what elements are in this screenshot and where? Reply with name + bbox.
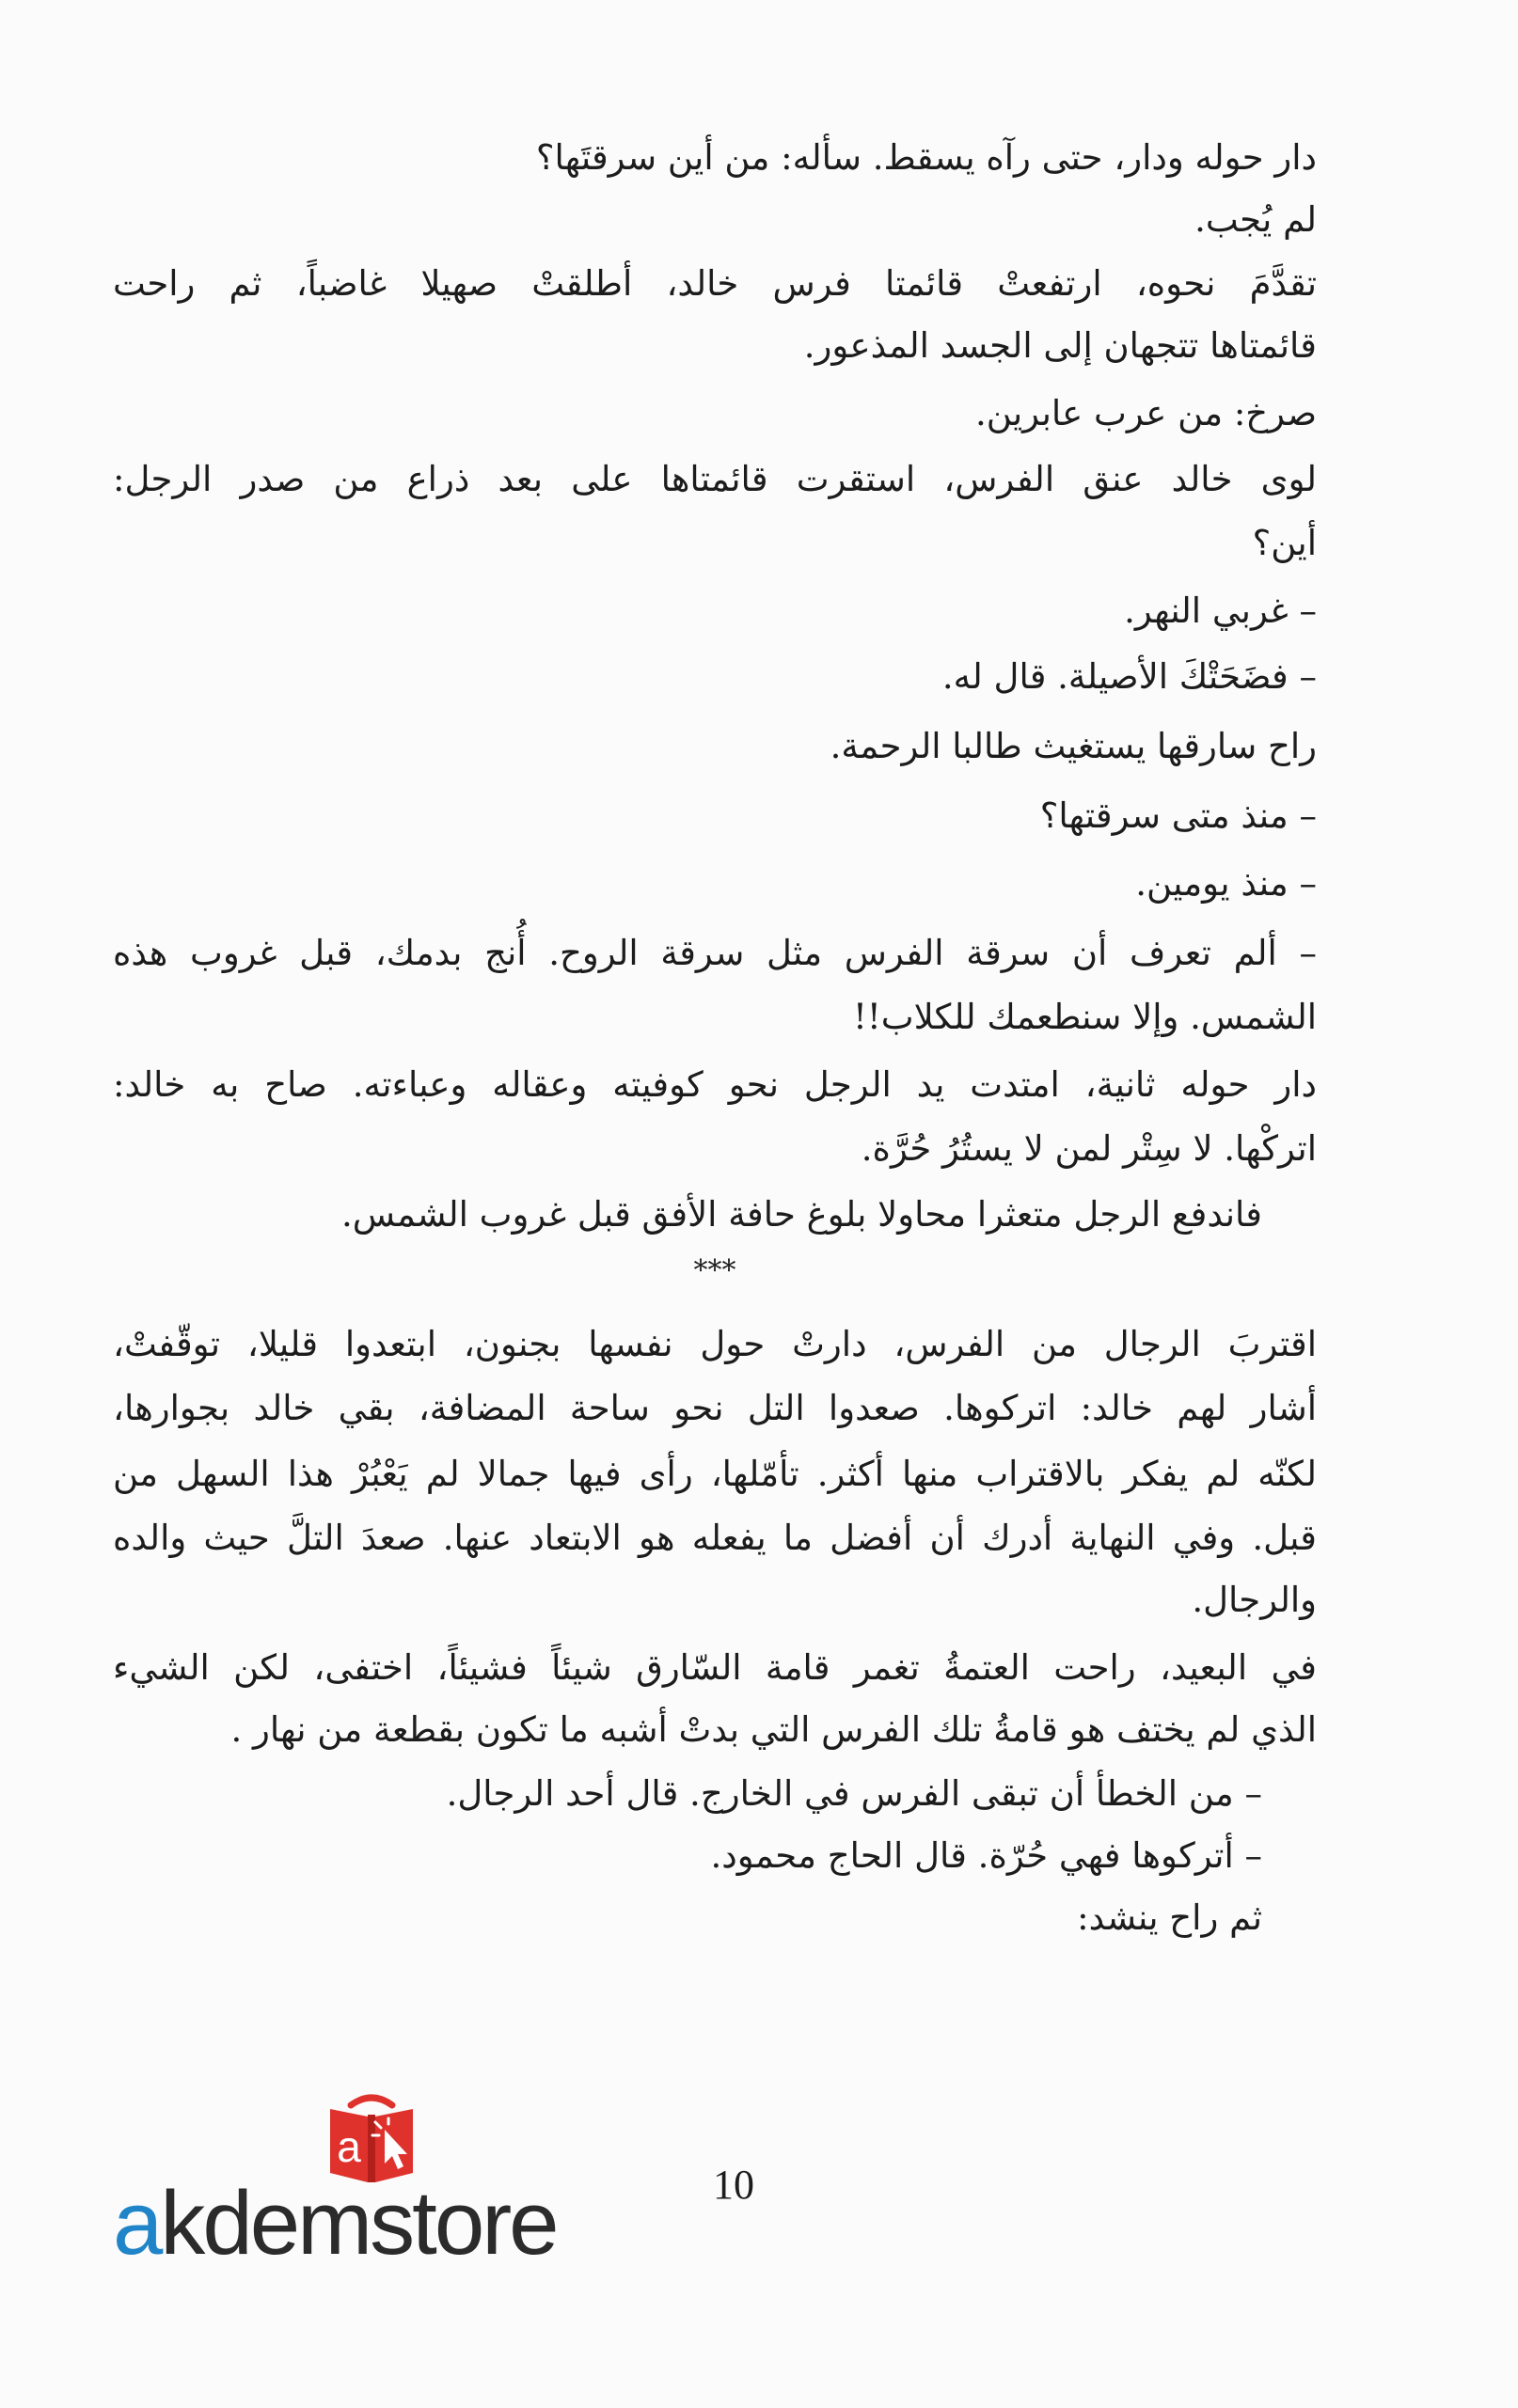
text-line: لم يُجب. [1194, 199, 1317, 240]
text-line: قائمتاها تتجهان إلى الجسد المذعور. [803, 325, 1317, 366]
text-line: لكنّه لم يفكر بالاقتراب منها أكثر. تأمّلها، رأى فيها جمالا لم يَعْبُرْ هذا السهل من [113, 1454, 1317, 1494]
text-line: أشار لهم خالد: اتركوها. صعدوا التل نحو ساحة المضافة، بقي خالد بجوارها، [113, 1388, 1317, 1428]
logo-wordmark-accent: a [113, 2173, 161, 2274]
text-line: صرخ: من عرب عابرين. [974, 393, 1317, 433]
text-line: – من الخطأ أن تبقى الفرس في الخارج. قال أحد الرجال. [446, 1773, 1262, 1814]
logo-badge-letter: a [337, 2122, 361, 2171]
text-line: اتركْها. لا سِتْر لمن لا يستُرُ حُرَّة. [861, 1128, 1317, 1169]
text-line: – أتركوها فهي حُرّة. قال الحاج محمود. [710, 1835, 1262, 1876]
text-line: اقتربَ الرجال من الفرس، دارتْ حول نفسها بجنون، ابتعدوا قليلا، توقّفتْ، [113, 1324, 1317, 1364]
text-line: – غربي النهر. [1124, 590, 1317, 631]
logo-wordmark [113, 2173, 557, 2274]
akdemstore-logo [113, 2092, 602, 2274]
text-line: دار حوله ودار، حتى رآه يسقط. سأله: من أين سرقتَها؟ [535, 137, 1317, 178]
text-line: – ألم تعرف أن سرقة الفرس مثل سرقة الروح. أُنج بدمك، قبل غروب هذه [113, 933, 1317, 973]
open-book-cursor-icon [306, 2092, 437, 2186]
text-line: – منذ يومين. [1135, 863, 1317, 904]
text-line: فاندفع الرجل متعثرا محاولا بلوغ حافة الأفق قبل غروب الشمس. [341, 1194, 1262, 1235]
text-line: تقدَّمَ نحوه، ارتفعتْ قائمتا فرس خالد، أطلقتْ صهيلا غاضباً، ثم راحت [113, 263, 1317, 304]
section-divider: *** [693, 1254, 736, 1287]
text-line: راح سارقها يستغيث طالبا الرحمة. [830, 726, 1317, 766]
logo-wordmark-rest: kdemstore [160, 2173, 557, 2274]
text-line: – فضَحَتْكَ الأصيلة. قال له. [941, 656, 1317, 697]
page-number: 10 [713, 2162, 754, 2208]
text-line: أين؟ [1252, 523, 1317, 563]
text-line: – منذ متى سرقتها؟ [1039, 795, 1317, 836]
text-line: لوى خالد عنق الفرس، استقرت قائمتاها على بعد ذراع من صدر الرجل: [113, 459, 1317, 499]
text-line: والرجال. [1192, 1580, 1317, 1620]
text-line: قبل. وفي النهاية أدرك أن أفضل ما يفعله هو الابتعاد عنها. صعدَ التلَّ حيث والده [113, 1518, 1317, 1558]
text-line: ثم راح ينشد: [1077, 1897, 1262, 1938]
text-line: دار حوله ثانية، امتدت يد الرجل نحو كوفيته وعقاله وعباءته. صاح به خالد: [113, 1064, 1317, 1105]
text-line: في البعيد، راحت العتمةُ تغمر قامة السّارق شيئاً فشيئاً، اختفى، لكن الشيء [113, 1647, 1317, 1688]
text-line: الشمس. وإلا سنطعمك للكلاب!! [853, 997, 1317, 1037]
text-line: الذي لم يختف هو قامةُ تلك الفرس التي بدتْ أشبه ما تكون بقطعة من نهار . [230, 1709, 1317, 1750]
